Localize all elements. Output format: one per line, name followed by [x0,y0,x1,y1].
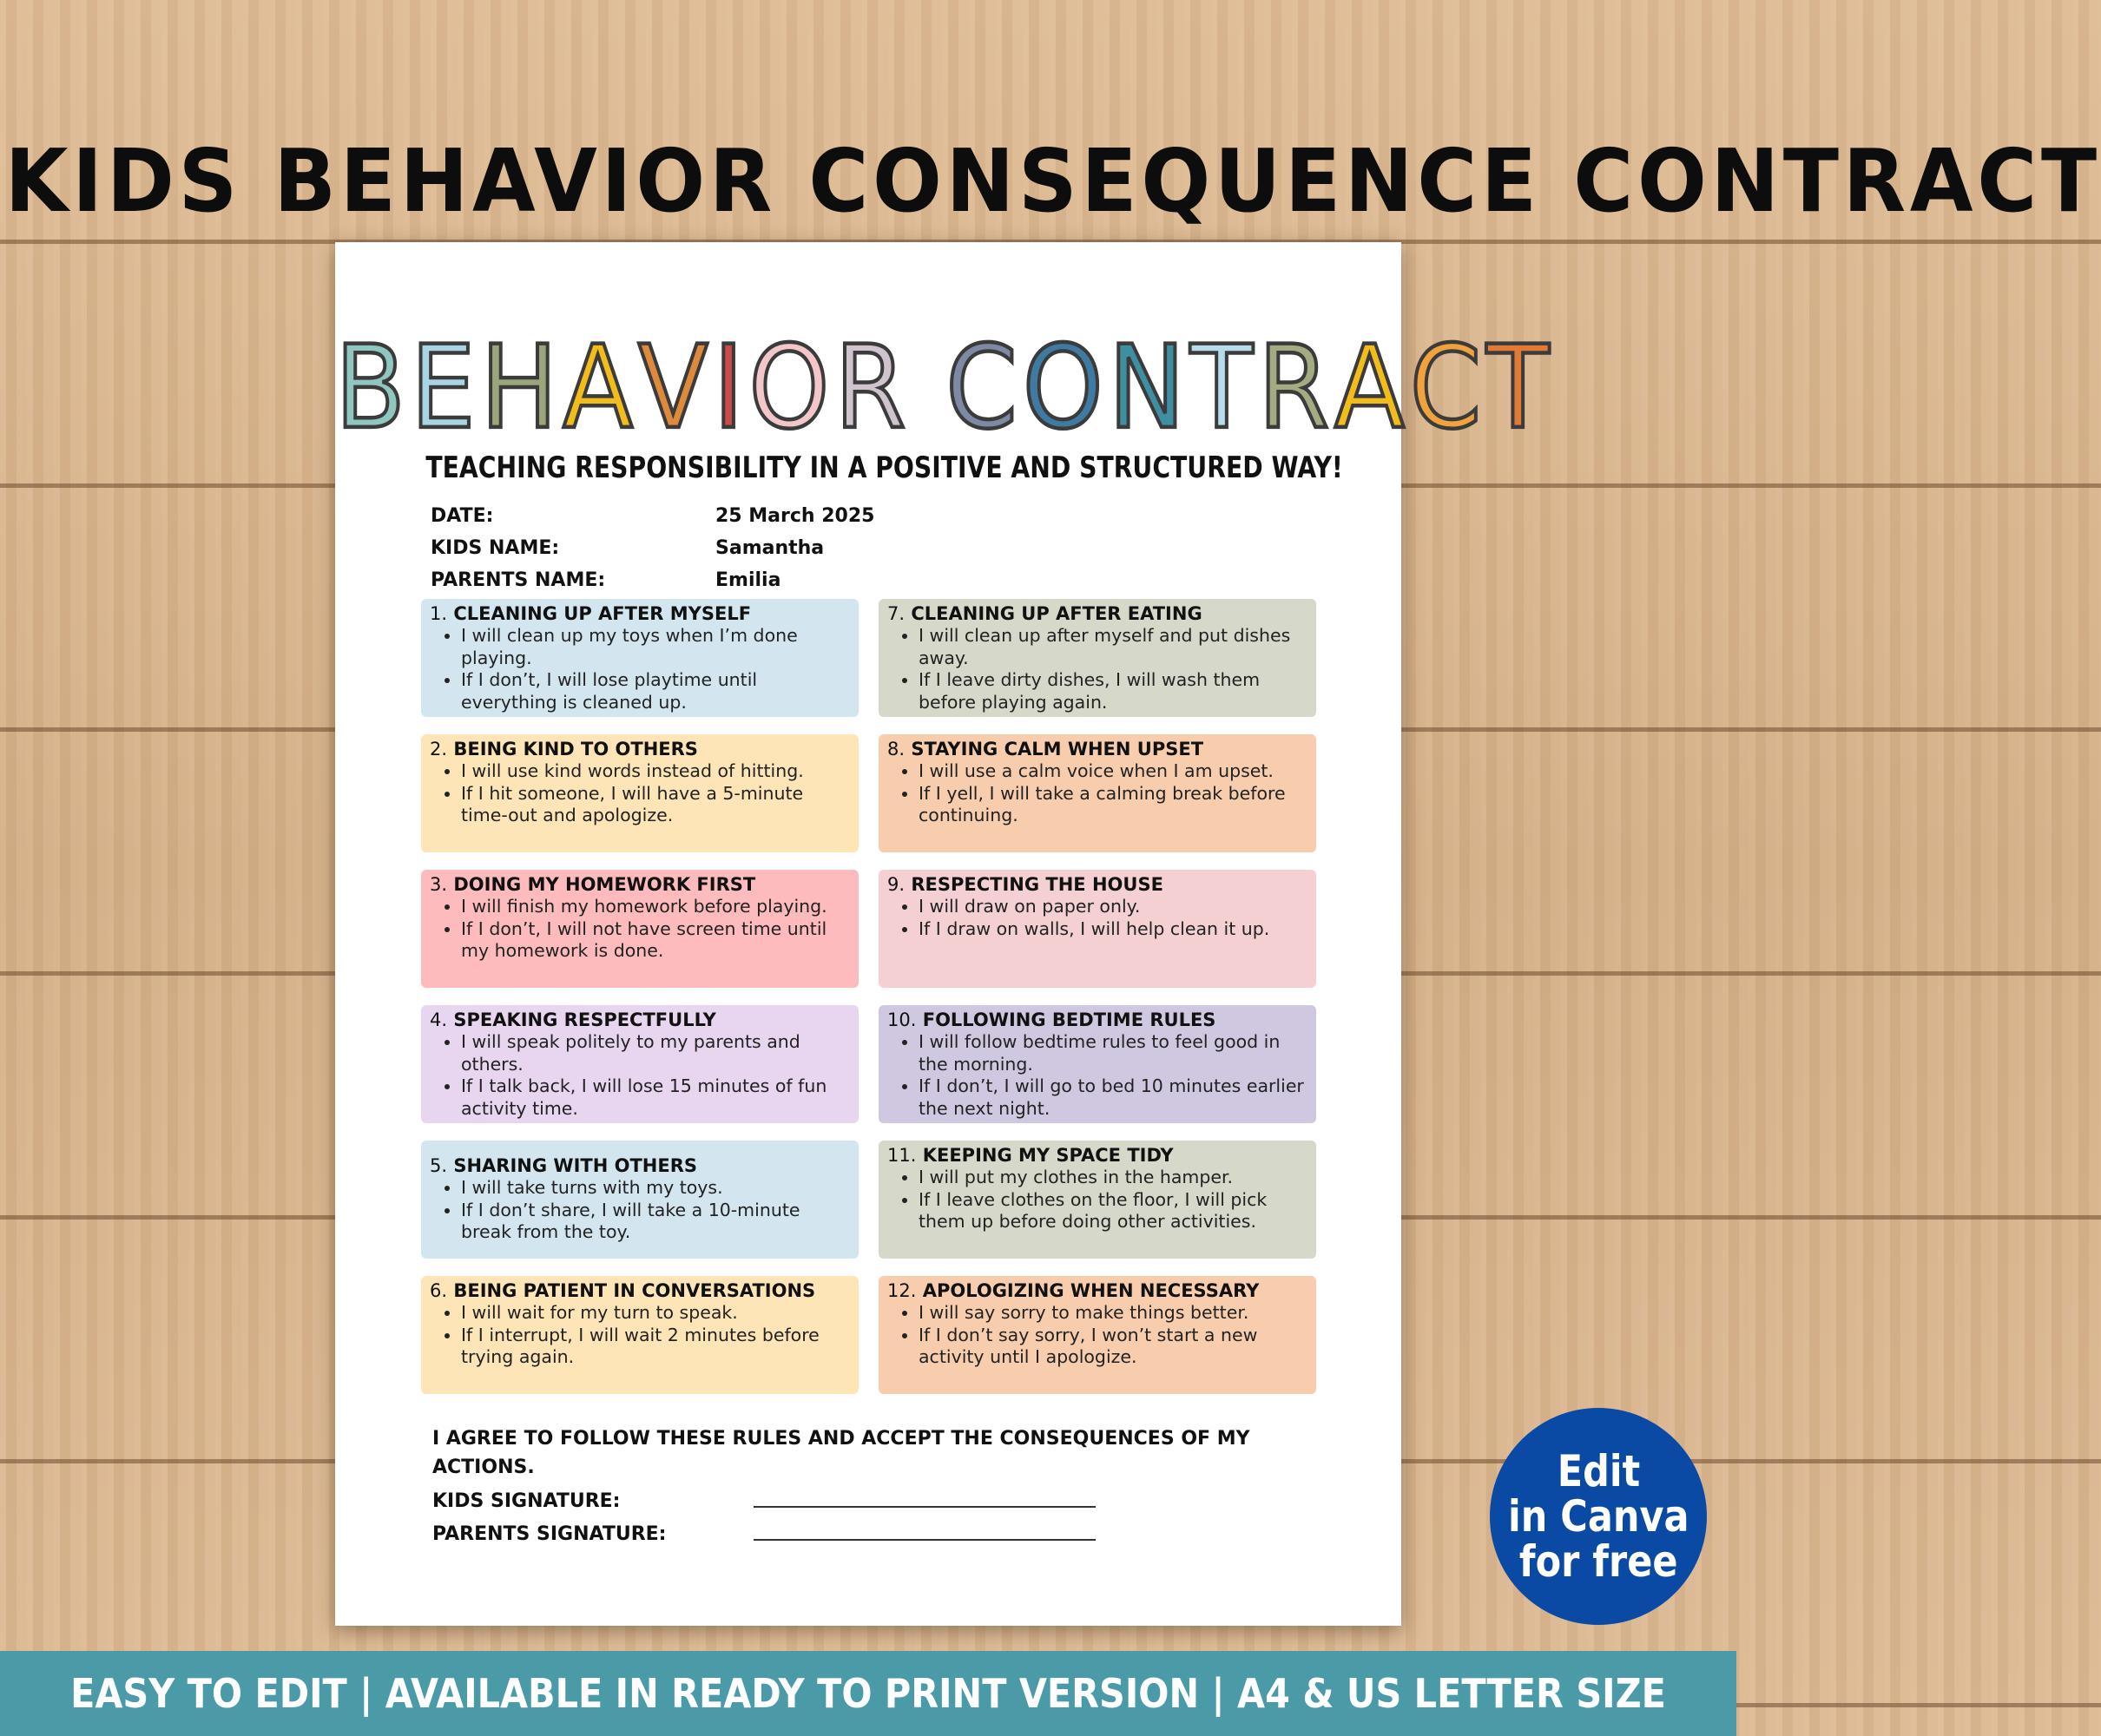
sheet-subtitle: TEACHING RESPONSIBILITY IN A POSITIVE AND STRUCTURED WAY! [425,450,1343,485]
rule-bullet: • If I don’t, I will go to bed 10 minutes earlier the next night. [919,1075,1307,1120]
rule-card-7 [879,599,1316,717]
rule-bullet: • If I interrupt, I will wait 2 minutes before trying again. [461,1325,850,1369]
rule-bullet: • If I hit someone, I will have a 5-minute time-out and apologize. [461,783,850,827]
rule-number: 5. [430,1155,448,1176]
rule-title-text: BEING PATIENT IN CONVERSATIONS [453,1280,816,1301]
title-letter: B [335,319,411,455]
rule-title-text: SPEAKING RESPECTFULLY [453,1009,716,1030]
title-letter: E [410,319,481,455]
info-block [431,500,952,596]
rule-bullet: • If I don’t say sorry, I won’t start a new activity until I apologize. [919,1325,1307,1369]
rule-bullet: • I will speak politely to my parents and others. [461,1031,850,1075]
rule-title-text: SHARING WITH OTHERS [453,1155,697,1176]
rule-bullets [887,1167,1307,1233]
rule-bullets [430,1177,850,1244]
rule-bullet: • I will finish my homework before playing. [461,896,850,918]
rule-card-3 [421,870,859,988]
rule-bullets [430,625,850,713]
rule-card-4 [421,1005,859,1123]
rule-card-9 [879,870,1316,988]
rule-card-11 [879,1141,1316,1259]
rule-card-8 [879,734,1316,852]
rule-bullet: • I will use a calm voice when I am upset. [919,760,1307,783]
title-letter: O [748,319,835,455]
rule-card-5 [421,1141,859,1259]
bottom-banner [0,1651,1736,1736]
agreement-statement: I AGREE TO FOLLOW THESE RULES AND ACCEPT THE CONSEQUENCES OF MY ACTIONS. [432,1428,1250,1478]
rule-card-1 [421,599,859,717]
title-letter: A [1334,319,1410,455]
rule-number: 9. [887,874,906,895]
kids-name-row [431,532,952,564]
rule-number: 1. [430,603,448,624]
rule-title [887,873,1307,896]
title-letter: H [480,319,563,455]
rule-bullet: • I will say sorry to make things better. [919,1302,1307,1325]
title-letter: N [1108,319,1190,455]
rule-title [430,1009,850,1031]
rule-title [887,1009,1307,1031]
rule-bullet: • I will put my clothes in the hamper. [919,1167,1307,1189]
rule-bullets [430,1031,850,1120]
rule-bullet: • If I leave dirty dishes, I will wash them before playing again. [919,669,1307,713]
title-letter: C [1409,319,1487,455]
contract-sheet [335,242,1555,1626]
rule-title-text: FOLLOWING BEDTIME RULES [922,1009,1216,1030]
rule-title [887,738,1307,760]
banner-text: EASY TO EDIT | AVAILABLE IN READY TO PRINT VERSION | A4 & US LETTER SIZE [70,1670,1666,1717]
rule-title [430,602,850,625]
rule-card-2 [421,734,859,852]
rule-title-text: CLEANING UP AFTER MYSELF [453,603,752,624]
rule-title [430,1154,850,1177]
title-letter: V [637,319,714,455]
parents-name-row [431,564,952,596]
rule-bullet: • I will take turns with my toys. [461,1177,850,1200]
rule-bullets [887,625,1307,713]
badge-line-2: in Canva [1507,1491,1689,1542]
rule-bullets [887,760,1307,827]
rule-bullet: • If I yell, I will take a calming break before continuing. [919,783,1307,827]
title-letter: C [945,319,1023,455]
date-label: DATE: [431,505,494,527]
parents-signature-label: PARENTS SIGNATURE: [432,1522,667,1545]
rule-bullet: • I will draw on paper only. [919,896,1307,918]
rule-title [430,738,850,760]
rule-title-text: RESPECTING THE HOUSE [911,874,1163,895]
title-letter: T [1486,319,1555,455]
rule-card-12 [879,1276,1316,1394]
rule-title [430,1279,850,1302]
rule-title-text: APOLOGIZING WHEN NECESSARY [922,1280,1260,1301]
rule-number: 4. [430,1009,448,1030]
rule-bullet: • I will follow bedtime rules to feel good in the morning. [919,1031,1307,1075]
rule-title-text: STAYING CALM WHEN UPSET [911,739,1204,760]
parents-signature-row [432,1518,1127,1549]
rule-number: 7. [887,603,906,624]
rule-number: 2. [430,739,448,760]
rule-card-10 [879,1005,1316,1123]
title-letter: I [713,319,749,455]
kids-name-value[interactable]: Samantha [715,537,825,559]
rule-number: 8. [887,739,906,760]
rule-bullets [887,1302,1307,1369]
edit-in-canva-badge[interactable] [1490,1408,1707,1625]
date-value[interactable]: 25 March 2025 [715,505,875,527]
rule-number: 11. [887,1145,917,1166]
rule-bullet: • I will clean up after myself and put dishes away. [919,625,1307,669]
kids-signature-label: KIDS SIGNATURE: [432,1489,621,1512]
rule-bullet: • If I don’t, I will not have screen time until my homework is done. [461,918,850,963]
rule-title [887,602,1307,625]
date-row [431,500,952,532]
rule-number: 3. [430,874,448,895]
title-letter: R [834,319,912,455]
rule-bullet: • If I don’t, I will lose playtime until everything is cleaned up. [461,669,850,713]
rule-bullets [430,1302,850,1369]
main-title: KIDS BEHAVIOR CONSEQUENCE CONTRACT [4,130,2101,232]
rule-bullet: • If I leave clothes on the floor, I will pick them up before doing other activities. [919,1189,1307,1233]
rule-bullets [430,896,850,963]
title-letter: A [563,319,638,455]
parents-signature-line[interactable] [754,1539,1096,1541]
badge-line-3: for free [1518,1536,1678,1587]
parents-name-label: PARENTS NAME: [431,569,606,591]
rule-title-text: CLEANING UP AFTER EATING [911,603,1202,624]
rule-card-6 [421,1276,859,1394]
title-letter: O [1022,319,1109,455]
rule-title-text: DOING MY HOMEWORK FIRST [453,874,756,895]
rule-bullet: • I will wait for my turn to speak. [461,1302,850,1325]
rule-title-text: KEEPING MY SPACE TIDY [922,1145,1174,1166]
rule-number: 10. [887,1009,917,1030]
rule-bullet: • I will clean up my toys when I’m done playing. [461,625,850,669]
title-letter: R [1258,319,1335,455]
badge-line-1: Edit [1557,1446,1640,1496]
rule-bullets [887,896,1307,940]
kids-signature-line[interactable] [754,1506,1096,1508]
kids-name-label: KIDS NAME: [431,537,560,559]
rule-bullets [887,1031,1307,1120]
rule-title-text: BEING KIND TO OTHERS [453,739,698,760]
rule-number: 12. [887,1280,917,1301]
rule-title [430,873,850,896]
rule-bullet: • I will use kind words instead of hitting. [461,760,850,783]
rule-bullet: • If I don’t share, I will take a 10-minute break from the toy. [461,1200,850,1244]
kids-signature-row [432,1485,1127,1516]
rule-title [887,1144,1307,1167]
rule-bullet: • If I draw on walls, I will help clean it up. [919,918,1307,941]
title-letter: T [1190,319,1259,455]
rule-bullet: • If I talk back, I will lose 15 minutes of fun activity time. [461,1075,850,1120]
parents-name-value[interactable]: Emilia [715,569,781,591]
rule-bullets [430,760,850,827]
rule-number: 6. [430,1280,448,1301]
sheet-title [335,319,1555,455]
rule-title [887,1279,1307,1302]
